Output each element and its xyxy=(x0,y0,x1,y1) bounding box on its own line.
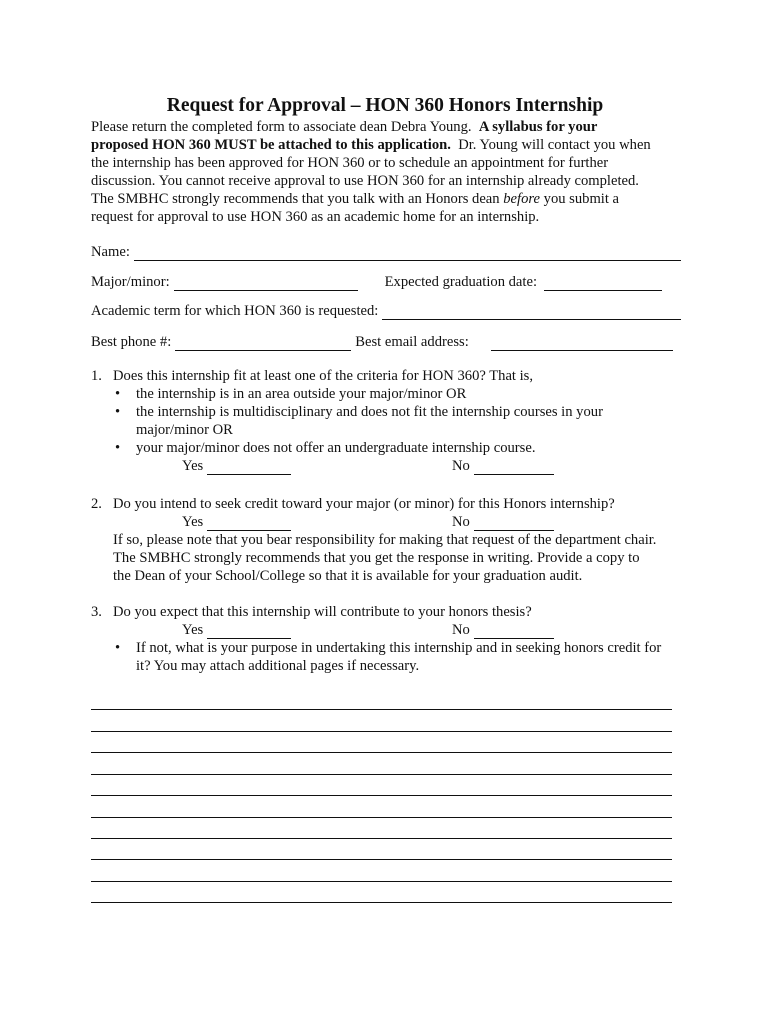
answer-line[interactable] xyxy=(91,902,672,903)
major-row xyxy=(91,271,681,291)
intro-bold-text: A syllabus for your xyxy=(478,119,598,135)
q2-no-field[interactable] xyxy=(474,517,554,531)
term-row xyxy=(91,300,681,320)
q1-no-field[interactable] xyxy=(474,461,554,475)
criterion-text: the internship is in an area outside your major/minor OR xyxy=(136,386,467,402)
bullet: • xyxy=(115,404,121,420)
name-row xyxy=(91,241,681,261)
intro-text: The SMBHC strongly recommends that you talk with an Honors dean xyxy=(91,191,500,207)
term-label: Academic term for which HON 360 is requested: xyxy=(91,303,379,319)
question-text: Do you intend to seek credit toward your major (or minor) for this Honors internship? xyxy=(113,496,615,512)
major-label: Major/minor: xyxy=(91,274,170,290)
bullet: • xyxy=(115,440,121,456)
question-3 xyxy=(91,603,691,675)
email-label: Best email address: xyxy=(355,334,469,350)
intro-text: request for approval to use HON 360 as an academic home for an internship. xyxy=(91,209,540,225)
q2-yes-field[interactable] xyxy=(207,517,291,531)
criterion-text: the internship is multidisciplinary and does not fit the internship courses in your xyxy=(136,404,603,420)
no-label: No xyxy=(452,514,470,530)
q3-yes-field[interactable] xyxy=(207,625,291,639)
answer-line[interactable] xyxy=(91,774,672,775)
answer-line[interactable] xyxy=(91,838,672,839)
answer-line[interactable] xyxy=(91,881,672,882)
answer-line[interactable] xyxy=(91,709,672,710)
phone-label: Best phone #: xyxy=(91,334,172,350)
question-number: 2. xyxy=(91,496,102,512)
no-label: No xyxy=(452,458,470,474)
answer-line[interactable] xyxy=(91,795,672,796)
question-2 xyxy=(91,495,691,585)
note-text: If so, please note that you bear responsibility for making that request of the department chair. xyxy=(113,532,657,548)
answer-line[interactable] xyxy=(91,859,672,860)
name-field[interactable] xyxy=(134,246,681,261)
intro-text: discussion. You cannot receive approval to use HON 360 for an internship already completed. xyxy=(91,173,639,189)
yes-label: Yes xyxy=(182,622,204,638)
phone-field[interactable] xyxy=(175,336,351,351)
answer-line[interactable] xyxy=(91,752,672,753)
yes-label: Yes xyxy=(182,514,204,530)
intro-text: you submit a xyxy=(543,191,620,207)
question-1 xyxy=(91,367,691,475)
contact-row xyxy=(91,331,681,351)
question-number: 3. xyxy=(91,604,102,620)
graduation-field[interactable] xyxy=(544,276,662,291)
major-field[interactable] xyxy=(174,276,358,291)
note-text: The SMBHC strongly recommends that you get the response in writing. Provide a copy to xyxy=(113,550,640,566)
intro-text: Dr. Young will contact you when xyxy=(458,137,651,153)
question-number: 1. xyxy=(91,368,102,384)
intro-text: Please return the completed form to associate dean Debra Young. xyxy=(91,119,472,135)
instruction-text: If not, what is your purpose in undertaking this internship and in seeking honors credit for xyxy=(136,640,662,656)
intro-paragraph xyxy=(91,118,691,226)
q3-no-field[interactable] xyxy=(474,625,554,639)
bullet: • xyxy=(115,640,121,656)
form-title: Request for Approval – HON 360 Honors Internship xyxy=(166,95,604,116)
bullet: • xyxy=(115,386,121,402)
criterion-text: major/minor OR xyxy=(136,422,233,438)
answer-line[interactable] xyxy=(91,731,672,732)
term-field[interactable] xyxy=(382,305,681,320)
answer-line[interactable] xyxy=(91,817,672,818)
graduation-label: Expected graduation date: xyxy=(384,274,537,290)
email-field[interactable] xyxy=(491,336,673,351)
name-label: Name: xyxy=(91,244,130,260)
q1-yes-field[interactable] xyxy=(207,461,291,475)
intro-italic-text: before xyxy=(503,191,540,207)
question-text: Do you expect that this internship will contribute to your honors thesis? xyxy=(113,604,532,620)
intro-text: the internship has been approved for HON 360 or to schedule an appointment for further xyxy=(91,155,609,171)
criterion-text: your major/minor does not offer an undergraduate internship course. xyxy=(136,440,536,456)
instruction-text: it? You may attach additional pages if necessary. xyxy=(136,658,420,674)
no-label: No xyxy=(452,622,470,638)
note-text: the Dean of your School/College so that it is available for your graduation audit. xyxy=(113,568,583,584)
question-text: Does this internship fit at least one of the criteria for HON 360? That is, xyxy=(113,368,534,384)
yes-label: Yes xyxy=(182,458,204,474)
intro-bold-text: proposed HON 360 MUST be attached to this application. xyxy=(91,137,451,153)
